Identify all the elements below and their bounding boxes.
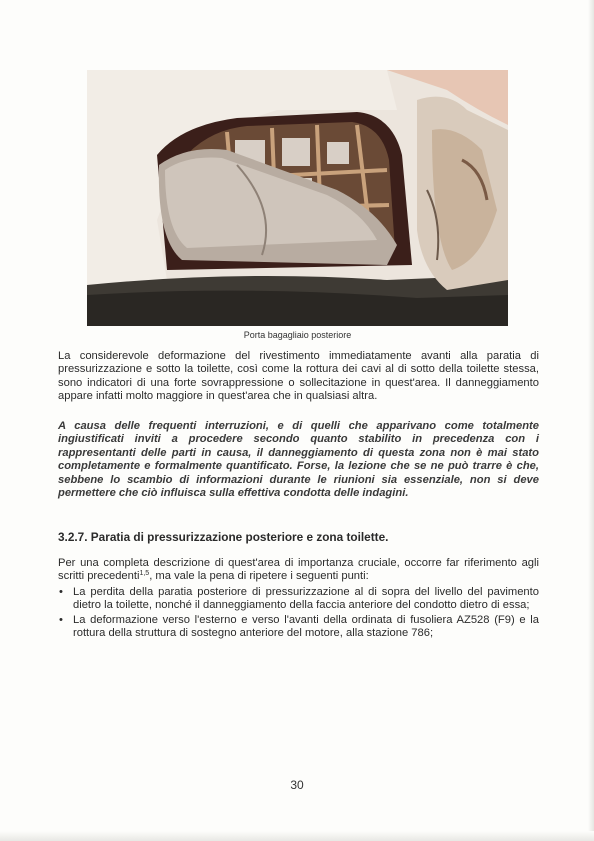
page-edge-shadow	[588, 0, 594, 841]
page-bottom-shadow	[0, 831, 594, 841]
reference-superscript: 1,5	[139, 570, 150, 578]
paragraph-3-text: Per una completa descrizione di quest'area di importanza cruciale, occorre far riferimento agli scritti precedenti	[58, 557, 539, 583]
body-paragraph-1: La considerevole deformazione del rivestimento immediatamente avanti alla paratia di pressurizzazione e sotto la toilette, così come la rottura dei cavi al di sotto della toilette stessa, sono indicatori di una forte sovrappressione o sollecitazione in quest'area. Il danneggiamento appare infatti molto maggiore in quest'area che in qualsiasi altra.	[58, 350, 539, 403]
list-item-text: La deformazione verso l'esterno e verso l'avanti della ordinata di fusoliera AZ528 (F9) e la rottura della struttura di sostegno anteriore del motore, alla stazione 786;	[73, 613, 539, 640]
body-paragraph-3	[58, 557, 539, 584]
bullet-marker: •	[59, 613, 63, 626]
list-item-text: La perdita della paratia posteriore di pressurizzazione al di sopra del livello del pavimento dietro la toilette, nonché il danneggiamento della faccia anteriore del condotto dietro di essa;	[73, 586, 539, 612]
bullet-list	[58, 586, 539, 642]
bullet-marker: •	[59, 586, 63, 598]
list-item	[58, 614, 539, 641]
list-item	[58, 586, 539, 613]
figure-caption: Porta bagagliaio posteriore	[243, 330, 352, 340]
section-heading: 3.2.7. Paratia di pressurizzazione posteriore e zona toilette.	[58, 530, 389, 544]
body-paragraph-2-emphasis: A causa delle frequenti interruzioni, e di quelli che apparivano come totalmente ingiustificati inviti a procedere secondo quanto stabilito in precedenza con i rappresentanti delle parti in causa, il danneggiamento di questa zona non è mai stato completamente e formalmente quantificato. Forse, la lezione che se ne può trarre è che, sebbene lo scambio di informazioni durante le riunioni sia essenziale, non si deve permettere che ciò influisca sulla effettiva condotta delle indagini.	[58, 420, 539, 500]
paragraph-3-text-end: , ma vale la pena di ripetere i seguenti punti:	[149, 570, 369, 583]
wreckage-photo	[87, 70, 508, 326]
page-number: 30	[290, 778, 304, 792]
